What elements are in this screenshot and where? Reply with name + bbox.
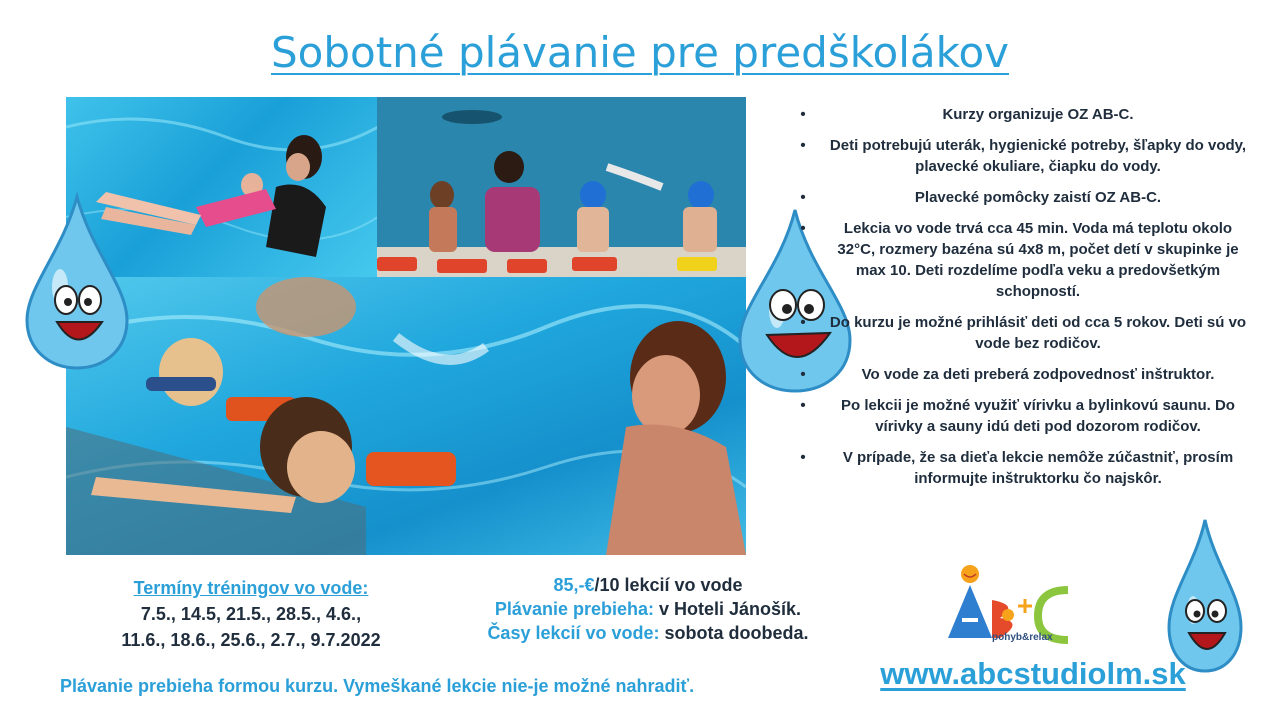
bullet-marker: •: [800, 366, 806, 383]
list-item-text: Vo vode za deti preberá zodpovednosť inštruktor.: [861, 366, 1215, 383]
place-label: Plávanie prebieha:: [494, 599, 654, 619]
training-dates-line: 11.6., 18.6., 25.6., 2.7., 9.7.2022: [121, 630, 381, 650]
photo-kids-swimming: [66, 277, 746, 555]
bullet-marker: •: [800, 106, 806, 123]
place-value: v Hoteli Jánošík.: [654, 599, 802, 619]
logo-brand-text: pohyb&relax: [992, 632, 1053, 643]
list-item: [780, 135, 1250, 177]
list-item: [780, 395, 1250, 437]
bullet-marker: •: [800, 189, 806, 206]
training-dates-heading: Termíny tréningov vo vode:: [133, 578, 369, 598]
list-item: [780, 187, 1250, 208]
bullet-marker: •: [800, 137, 806, 154]
list-item-text: Plavecké pomôcky zaistí OZ AB-C.: [914, 189, 1162, 206]
time-line: [438, 621, 858, 645]
list-item-text: Lekcia vo vode trvá cca 45 min. Voda má teplotu okolo 32°C, rozmery bazéna sú 4x8 m, počet detí v skupinke je max 10. Deti rozdelíme podľa veku a predovšetkým schopností.: [837, 220, 1239, 300]
abc-logo: [940, 560, 1090, 650]
training-dates-line: 7.5., 14.5, 21.5., 28.5., 4.6.,: [140, 604, 362, 624]
list-item-text: Kurzy organizuje OZ AB-C.: [942, 106, 1134, 123]
training-dates: [66, 575, 436, 653]
water-drop-mascot-left: [22, 192, 132, 377]
time-label: Časy lekcií vo vode:: [487, 623, 660, 643]
price-line: [438, 573, 858, 597]
bullet-marker: •: [800, 220, 806, 237]
list-item-text: V prípade, že sa dieťa lekcie nemôže zúčastniť, prosím informujte inštruktorku čo najskôr.: [842, 449, 1234, 487]
list-item-text: Do kurzu je možné prihlásiť deti od cca 5 rokov. Deti sú vo vode bez rodičov.: [829, 314, 1247, 352]
photo-children-poolside: [377, 97, 746, 277]
bullet-marker: •: [800, 314, 806, 331]
course-info: [438, 573, 858, 645]
price-text: /10 lekcií vo vode: [594, 575, 743, 595]
list-item: [780, 364, 1250, 385]
bullet-marker: •: [800, 397, 806, 414]
price-value: 85,-€: [553, 575, 595, 595]
info-bullet-list: [780, 104, 1250, 499]
website-link[interactable]: www.abcstudiolm.sk: [880, 656, 1186, 691]
list-item-text: Deti potrebujú uterák, hygienické potreby, šľapky do vody, plavecké okuliare, čiapku do vody.: [829, 137, 1247, 175]
time-value: sobota doobeda.: [659, 623, 809, 643]
list-item-text: Po lekcii je možné využiť vírivku a bylinkovú saunu. Do vírivky a sauny idú deti pod dozorom rodičov.: [841, 397, 1235, 435]
list-item: [780, 447, 1250, 489]
bottom-note: Plávanie prebieha formou kurzu. Vymeškané lekcie nie-je možné nahradiť.: [60, 676, 695, 696]
page-title: Sobotné plávanie pre predškolákov: [270, 28, 1009, 77]
place-line: [438, 597, 858, 621]
list-item: [780, 218, 1250, 302]
bullet-marker: •: [800, 449, 806, 466]
list-item: [780, 312, 1250, 354]
list-item: [780, 104, 1250, 125]
